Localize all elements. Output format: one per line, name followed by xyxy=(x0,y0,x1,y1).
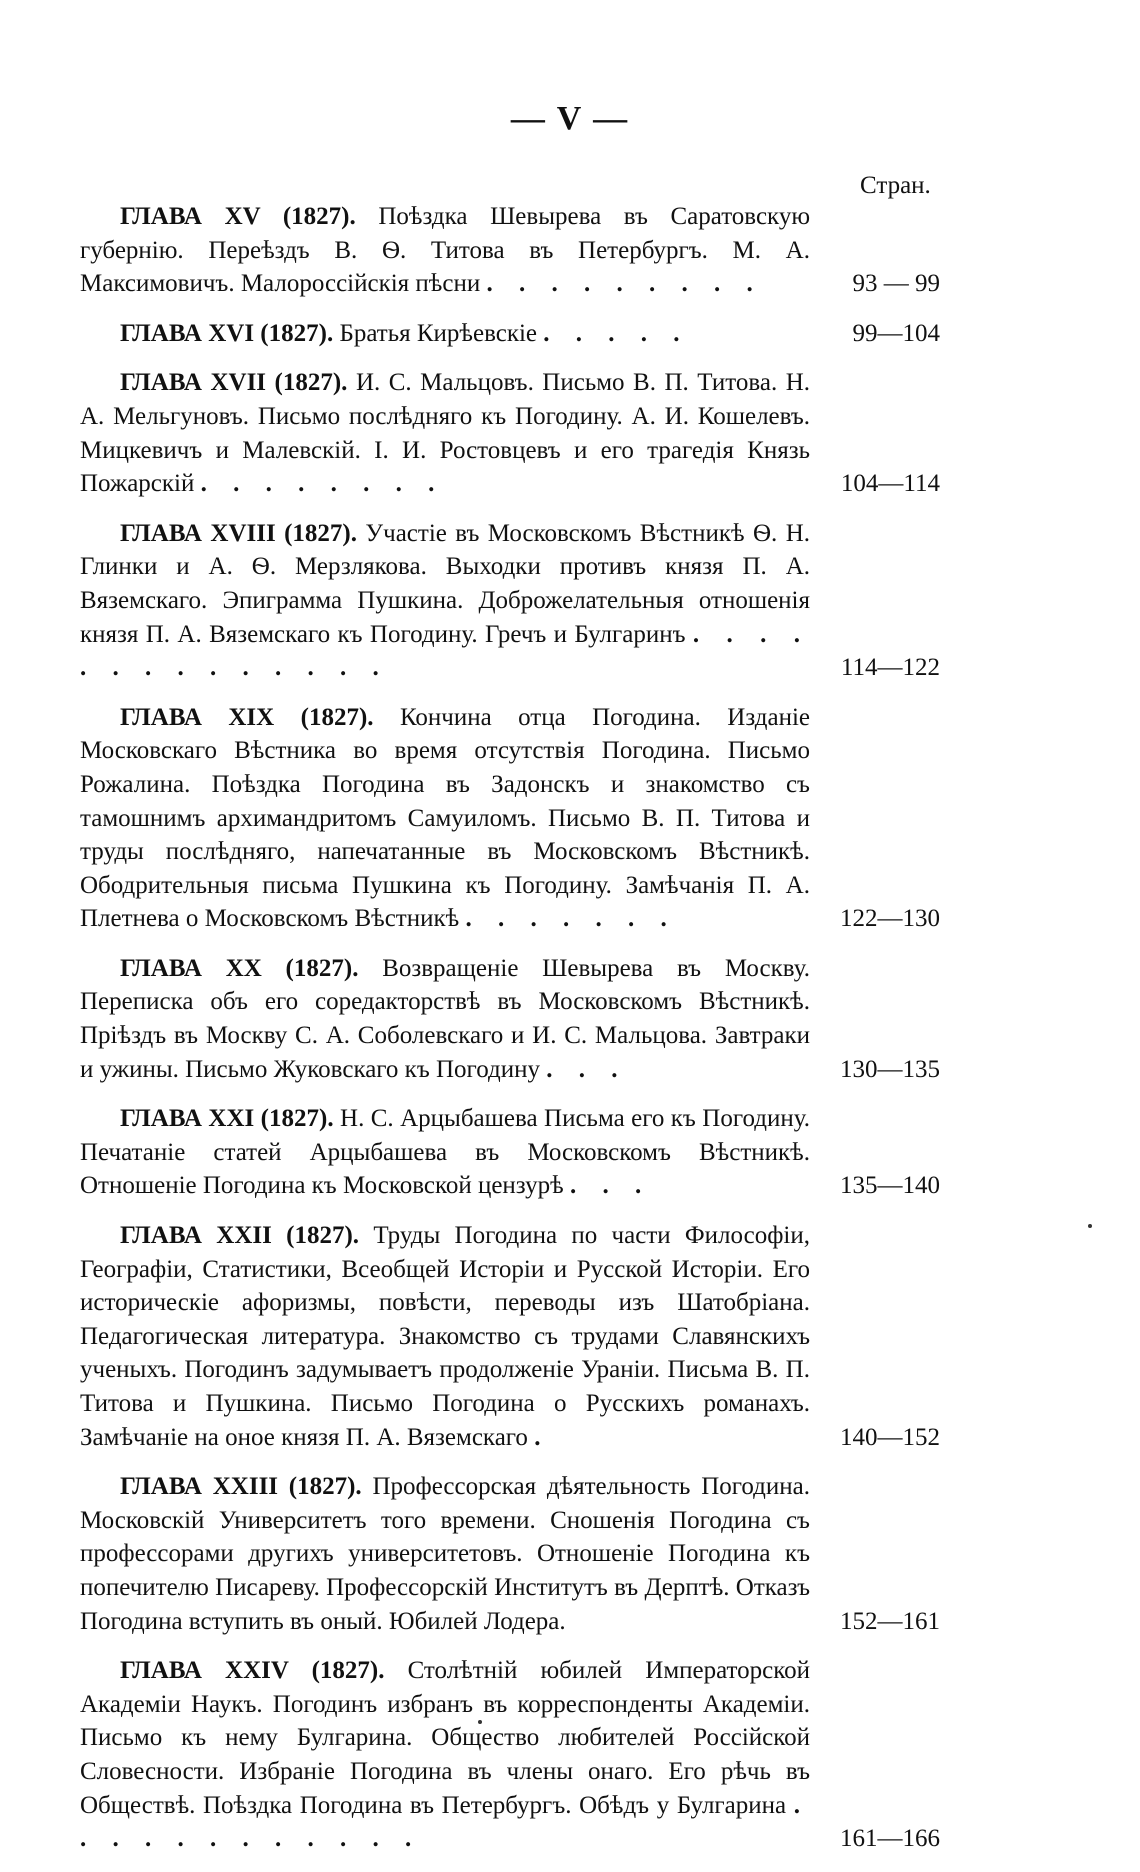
chapter-label: ГЛАВА XXI (1827). xyxy=(120,1105,334,1133)
table-of-contents xyxy=(80,200,940,1872)
page-range: 130—135 xyxy=(840,1055,940,1083)
chapter-label: ГЛАВА XV (1827). xyxy=(120,203,356,230)
page-range: 99—104 xyxy=(852,319,940,347)
page-range: 152—161 xyxy=(840,1607,940,1635)
entry-text xyxy=(80,952,810,1086)
pages-column-heading: Стран. xyxy=(860,172,931,199)
toc-entry xyxy=(80,517,940,685)
chapter-description: Братья Кирѣевскіе xyxy=(339,319,538,347)
toc-entry xyxy=(80,1219,940,1454)
entry-text xyxy=(80,1470,810,1638)
chapter-label: ГЛАВА XIX (1827). xyxy=(120,703,374,731)
chapter-label: ГЛАВА XXIV (1827). xyxy=(120,1657,385,1685)
chapter-description: И. С. Мальцовъ. Письмо В. П. Титова. Н. А. Мельгуновъ. Письмо послѣдняго къ Погодину. А. И. Кошелевъ. Мицкевичъ и Малевскій. І. И. Ростовцевъ и его трагедія Князь Пожарскій xyxy=(80,369,811,498)
entry-text xyxy=(80,1654,810,1856)
toc-entry xyxy=(80,200,940,301)
chapter-description: Возвращеніе Шевырева въ Москву. Переписка объ его соредакторствѣ въ Московскомъ Вѣстникѣ. Пріѣздъ въ Москву С. А. Соболевскаго и И. С. Мальцова. Завтраки и ужины. Письмо Жуковскаго къ Погодину xyxy=(80,954,810,1083)
page-range: 104—114 xyxy=(840,470,940,498)
chapter-description: Труды Погодина по части Философіи, Географіи, Статистики, Всеобщей Исторіи и Русской Исторіи. Его историческіе афоризмы, повѣсти, переводы изъ Шатобріана. Педагогическая литература. Знакомство съ трудами Славянскихъ ученыхъ. Погодинъ задумываетъ продолженіе Ураніи. Письма В. П. Титова и Пушкина. Письмо Погодина о Русскихъ романахъ. Замѣчаніе на оное князя П. А. Вяземскаго xyxy=(80,1222,811,1451)
leader-dots: . . . . . . . xyxy=(465,905,677,933)
leader-dots: . . . xyxy=(569,1172,652,1200)
toc-entry xyxy=(80,952,940,1086)
chapter-label: ГЛАВА XVII (1827). xyxy=(120,369,348,397)
chapter-label: ГЛАВА XXIII (1827). xyxy=(120,1473,362,1501)
chapter-label: ГЛАВА XX (1827). xyxy=(120,954,359,982)
chapter-description: Профессорская дѣятельность Погодина. Московскій Университетъ того времени. Сношенія Погодина съ профессорами другихъ университетовъ. Отношеніе Погодина къ попечителю Писареву. Профессорскій Институтъ въ Дерптѣ. Отказъ Погодина вступить въ оный. Юбилей Лодера. xyxy=(80,1473,811,1635)
leader-dots: . . . . . xyxy=(543,319,690,347)
toc-entry xyxy=(80,366,940,500)
chapter-description: Кончина отца Погодина. Изданіе Московскаго Вѣстника во время отсутствія Погодина. Письмо Рожалина. Поѣздка Погодина въ Задонскъ и знакомство съ тамошнимъ архимандритомъ Самуиломъ. Письмо В. П. Титова и труды послѣдняго, напечатанные въ Московскомъ Вѣстникѣ. Ободрительныя письма Пушкина къ Погодину. Замѣчанія П. А. Плетнева о Московскомъ Вѣстникѣ xyxy=(80,703,810,933)
entry-text xyxy=(80,1102,810,1203)
chapter-description: Участіе въ Московскомъ Вѣстникѣ Ѳ. Н. Глинки и А. Ѳ. Мерзлякова. Выходки противъ князя П. А. Вяземскаго. Эпиграмма Пушкина. Доброжелательныя отношенія князя П. А. Вяземскаго къ Погодину. Гречъ и Булгаринъ xyxy=(80,519,810,648)
ink-speck xyxy=(1088,1224,1092,1228)
page-range: 122—130 xyxy=(840,905,940,933)
ink-speck xyxy=(478,1720,482,1724)
leader-dots: . . . . . . . . . xyxy=(486,270,763,298)
toc-entry xyxy=(80,701,940,936)
chapter-description: Столѣтній юбилей Императорской Академіи Наукъ. Погодинъ избранъ въ корреспонденты Академіи. Письмо къ нему Булгарина. Общество любителей Россійской Словесности. Избраніе Погодина въ члены онаго. Его рѣчь въ Обществѣ. Поѣздка Погодина въ Петербургъ. Обѣдъ у Булгарина xyxy=(80,1657,811,1819)
chapter-description: Поѣздка Шевырева въ Саратовскую губернію. Переѣздъ В. Ѳ. Титова въ Петербургъ. М. А. Максимовичъ. Малороссійскія пѣсни xyxy=(80,203,811,298)
entry-text xyxy=(80,200,810,301)
page-range: 114—122 xyxy=(840,654,940,682)
entry-text xyxy=(80,317,810,351)
entry-text xyxy=(80,1219,810,1454)
chapter-description: Н. С. Арцыбашева Письма его къ Погодину. Печатаніе статей Арцыбашева въ Московскомъ Вѣстникѣ. Отношеніе Погодина къ Московской цензурѣ xyxy=(80,1105,810,1200)
page-range: 93 — 99 xyxy=(852,270,940,298)
toc-entry xyxy=(80,1470,940,1638)
entry-text xyxy=(80,366,810,500)
chapter-label: ГЛАВА XXII (1827). xyxy=(120,1222,360,1250)
leader-dots: . . . . . . . . . . . . . . xyxy=(80,620,810,682)
toc-entry xyxy=(80,1654,940,1856)
leader-dots: . . . xyxy=(546,1055,628,1083)
entry-text xyxy=(80,517,810,685)
page-number-header: — V — xyxy=(510,100,630,137)
chapter-label: ГЛАВА XVI (1827). xyxy=(120,319,334,347)
entry-text xyxy=(80,701,810,936)
toc-entry xyxy=(80,317,940,351)
page-range: 161—166 xyxy=(840,1825,940,1853)
page-range: 135—140 xyxy=(840,1172,940,1200)
toc-entry xyxy=(80,1102,940,1203)
leader-dots: . . . . . . . . . . . . xyxy=(80,1791,811,1853)
leader-dots: . . . . . . . . xyxy=(200,470,445,498)
chapter-label: ГЛАВА XVIII (1827). xyxy=(120,519,357,547)
leader-dots: . xyxy=(534,1423,551,1451)
page-range: 140—152 xyxy=(840,1423,940,1451)
